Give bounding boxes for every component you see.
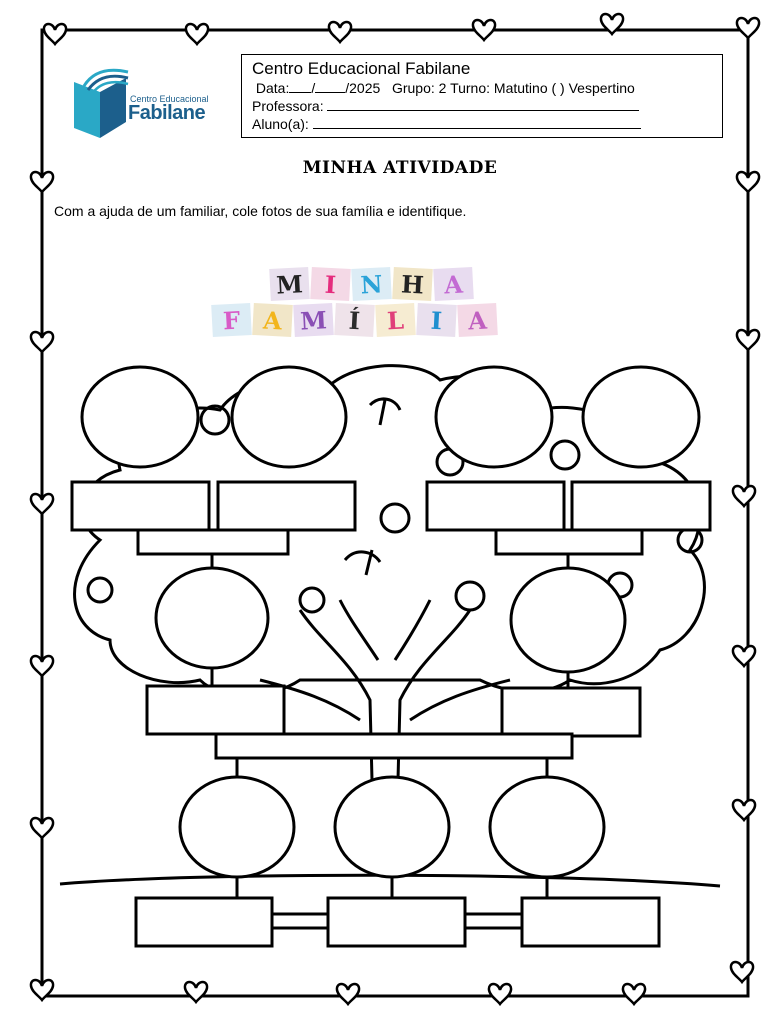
name-box (502, 688, 640, 736)
title-letter-tile: A (433, 267, 474, 301)
student-line (252, 115, 712, 133)
title-letter-tile: F (211, 303, 252, 337)
title-letter-tile: A (252, 303, 293, 337)
photo-circle (511, 568, 625, 672)
photo-circle (180, 777, 294, 877)
name-box (328, 898, 465, 946)
teacher-line (252, 97, 712, 115)
connector-box (272, 914, 328, 928)
connector-box (496, 530, 642, 554)
title-letter-tile: M (269, 267, 310, 301)
teacher-field[interactable] (327, 98, 639, 111)
group-shift: Grupo: 2 Turno: Matutino ( ) Vespertino (391, 80, 635, 96)
title-letter-tile: I (416, 303, 457, 337)
teacher-label: Professora: (252, 98, 324, 114)
photo-circle (490, 777, 604, 877)
connector-box (138, 530, 288, 554)
book-logo-icon (70, 66, 130, 142)
student-label: Aluno(a): (252, 116, 309, 132)
title-letter-tile: N (351, 267, 392, 301)
photo-circle (335, 777, 449, 877)
student-field[interactable] (313, 116, 641, 129)
title-letter-tile: M (293, 303, 334, 337)
header-box (241, 54, 723, 138)
name-box (147, 686, 284, 734)
title-letter-tile: I (310, 267, 351, 301)
date-label: Data: (255, 80, 290, 96)
instruction-text: Com a ajuda de um familiar, cole fotos de sua família e identifique. (54, 203, 467, 219)
decorative-title-line2 (212, 304, 499, 340)
title-letter-tile: A (457, 303, 498, 337)
activity-title: MINHA ATIVIDADE (302, 158, 498, 178)
title-letter-tile: H (392, 267, 433, 301)
name-box (572, 482, 710, 530)
school-logo (70, 66, 210, 142)
family-tree (0, 350, 768, 970)
logo-name: Fabilane (128, 102, 206, 124)
title-letter-tile: L (375, 303, 416, 337)
photo-circle (436, 367, 552, 467)
name-box (72, 482, 209, 530)
logo-subtitle: Centro Educacional (130, 94, 209, 104)
date-year: /2025 (345, 80, 381, 96)
connector-box (465, 914, 522, 928)
connector-box (216, 734, 572, 758)
photo-circle (232, 367, 346, 467)
name-box (136, 898, 272, 946)
date-line: Data: / /2025 Grupo: 2 Turno: Matutino ( ) Vespertino (255, 80, 635, 96)
photo-circle (583, 367, 699, 467)
name-box (522, 898, 659, 946)
photo-circle (82, 367, 198, 467)
photo-circle (156, 568, 268, 668)
school-name: Centro Educacional Fabilane (252, 59, 471, 78)
name-box (218, 482, 355, 530)
decorative-title-line1 (270, 268, 475, 304)
title-letter-tile: Í (334, 303, 375, 337)
name-box (427, 482, 564, 530)
